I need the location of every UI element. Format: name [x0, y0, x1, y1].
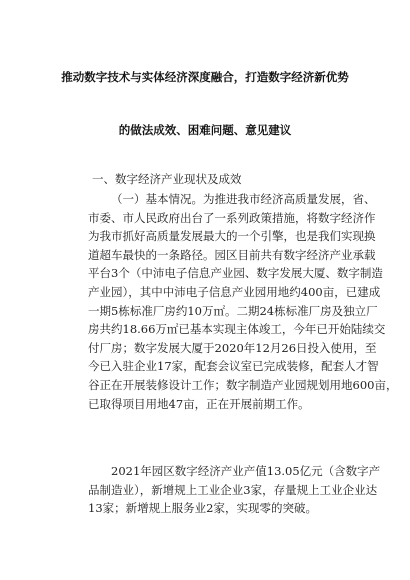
paragraph-line: 产业园），其中中沛电子信息产业园用地约400亩，已建成 — [88, 284, 381, 299]
paragraph-line: 谷正在开展装修设计工作；数字制造产业园规划用地600亩， — [88, 377, 398, 392]
paragraph-output-value — [88, 462, 381, 518]
paragraph-line: 2021年园区数字经济产业产值13.05亿元（含数字产 — [111, 464, 381, 478]
paragraph-line: 品制造业），新增规上工业企业3家，存量规上工业企业达 — [88, 482, 378, 497]
paragraph-line: 道超车最快的一条路径。园区目前共有数字经济产业承载 — [88, 247, 376, 262]
paragraph-line: 房共约18.66万㎡已基本实现主体竣工，今年已开始陆续交 — [88, 322, 386, 337]
paragraph-line: 一期5栋标准厂房约10万㎡。二期24栋标准厂房及独立厂 — [88, 303, 378, 318]
paragraph-line: 平台3个（中沛电子信息产业园、数字发展大厦、数字制造 — [88, 266, 383, 281]
document-title-line-1: 推动数字技术与实体经济深度融合，打造数字经济新优势 — [61, 70, 349, 84]
paragraph-line: 13家；新增规上服务业2家，实现零的突破。 — [88, 501, 317, 516]
paragraph-line: 已取得项目用地47亩，正在开展前期工作。 — [88, 396, 310, 411]
paragraph-line: 市委、市人民政府出台了一系列政策措施，将数字经济作 — [88, 210, 376, 225]
paragraph-line: 为我市抓好高质量发展最大的一个引擎，也是我们实现换 — [88, 229, 376, 244]
paragraph-basic-situation — [88, 190, 398, 413]
paragraph-line: 今已入驻企业17家，配套会议室已完成装修，配套人才智 — [88, 359, 379, 374]
document-title-line-2: 的做法成效、困难问题、意见建议 — [118, 123, 292, 137]
paragraph-line: （一）基本情况。为推进我市经济高质量发展，省、 — [111, 192, 376, 206]
section-heading: 一、数字经济产业现状及成效 — [92, 172, 242, 186]
paragraph-line: 付厂房；数字发展大厦于2020年12月26日投入使用，至 — [88, 340, 377, 355]
